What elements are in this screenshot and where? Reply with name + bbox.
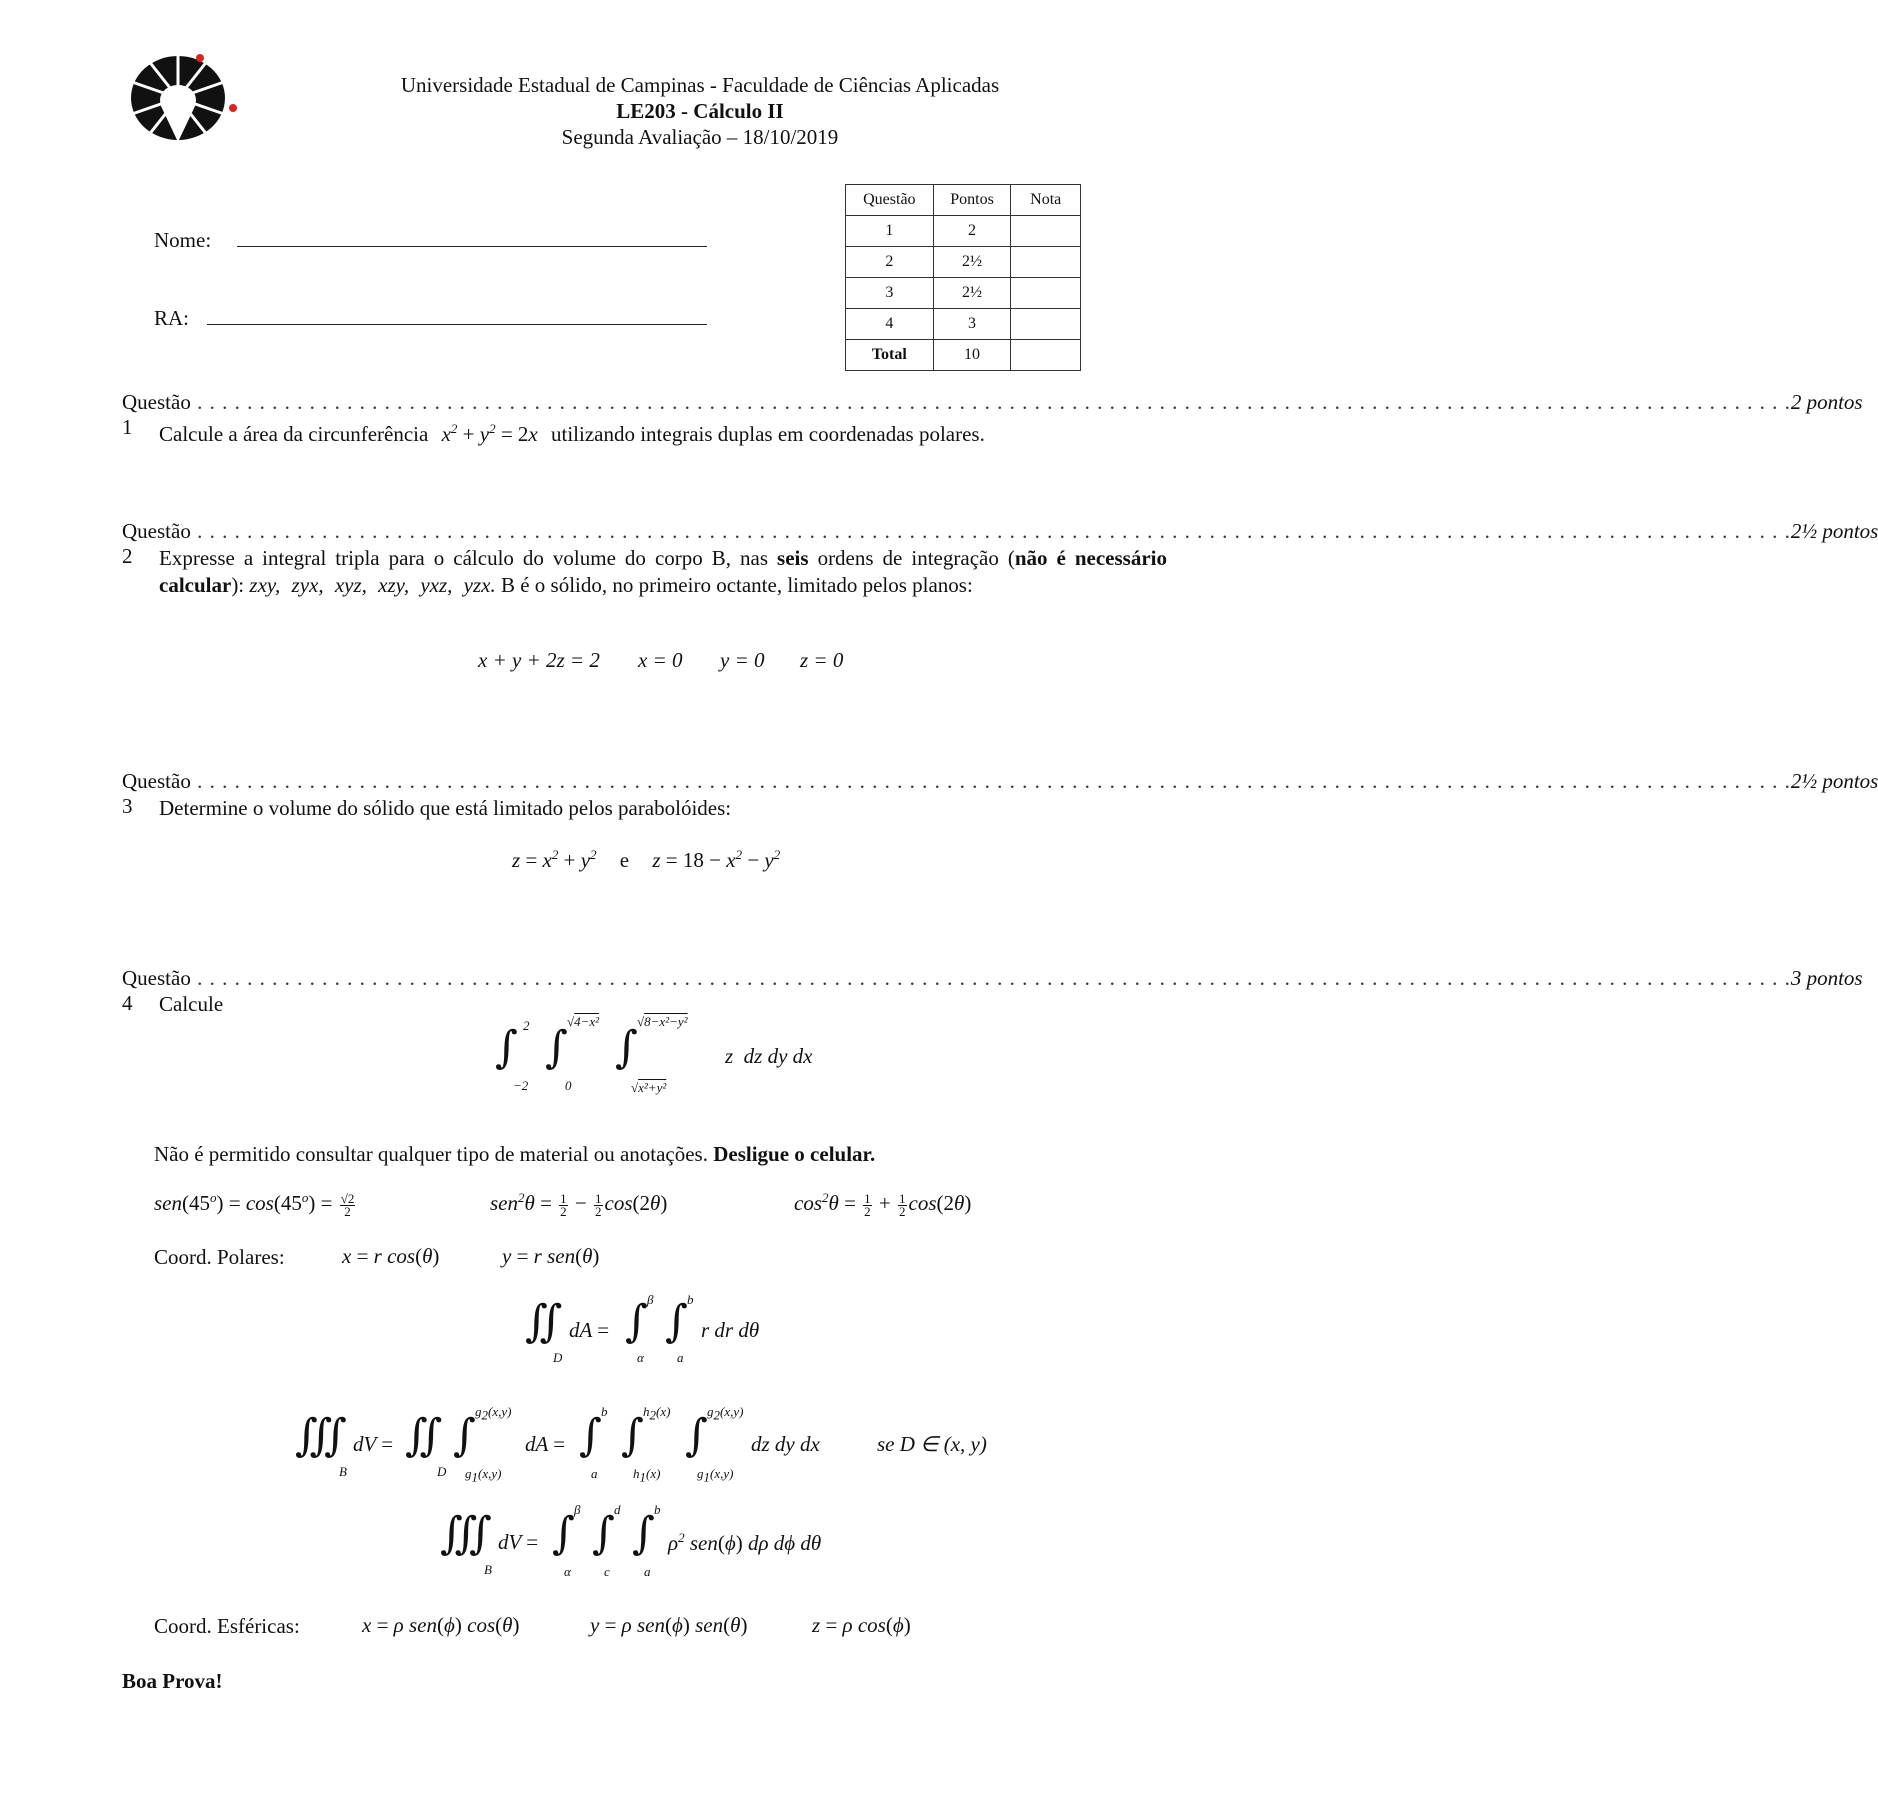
table-cell: 4 (846, 309, 934, 340)
polar-y: y = r sen(θ) (502, 1244, 600, 1268)
dot-leader: . . . . . . . . . . . . . . . . . . . . . . . . . . . . . . . . . . . . . . . . . . . . . . . . . . . . . . . . . . . . . . . . . . . . . . . . . . . . . . . . . . . . . . . . . . . . . . . . . . . . . . . . . . . . . . . . . . . . . . . . . . . . . . . . (190, 519, 1791, 543)
dot-leader: . . . . . . . . . . . . . . . . . . . . . . . . . . . . . . . . . . . . . . . . . . . . . . . . . . . . . . . . . . . . . . . . . . . . . . . . . . . . . . . . . . . . . . . . . . . . . . . . . . . . . . . . . . . . . . . . . . . . . . . . . . . . . . . . (190, 769, 1791, 793)
q1-text-a: Calcule a área da circunferência (159, 422, 429, 446)
exam-rules (154, 1141, 875, 1168)
q2-text-b: ordens de integração ( (817, 546, 1015, 570)
table-cell: 2½ (933, 278, 1011, 309)
q1-text-b: utilizando integrais duplas em coordenadas polares. (550, 422, 985, 446)
q2-plane-3: y = 0 (720, 648, 765, 672)
question-points: 2 pontos (1790, 390, 1863, 414)
question-label: Questão 3 (122, 769, 191, 818)
domain-condition: se D ∈ (x, y) (877, 1432, 987, 1456)
table-cell: 2 (846, 247, 934, 278)
q2-bold-a: seis (777, 546, 809, 570)
polar-label: Coord. Polares: (154, 1245, 285, 1269)
name-label: Nome: (154, 228, 212, 252)
question-points: 2½ pontos (1790, 519, 1878, 543)
university-name: Universidade Estadual de Campinas - Faculdade de Ciências Aplicadas (400, 73, 1000, 97)
table-row (846, 247, 1081, 278)
ra-field[interactable] (207, 324, 707, 325)
question-1-text (159, 415, 1169, 448)
q2-plane-4: z = 0 (800, 648, 844, 672)
table-cell: 2½ (933, 247, 1011, 278)
table-cell: 2 (933, 216, 1011, 247)
q4-triple-integral: ∫ 2 −2 ∫ √4−x² 0 ∫ √8−x²−y² √x²+y² z dz dy dx (495, 1014, 813, 1095)
rules-text: Não é permitido consultar qualquer tipo de material ou anotações. (154, 1142, 708, 1166)
grade-cell[interactable] (1011, 278, 1081, 309)
spherical-label: Coord. Esféricas: (154, 1614, 300, 1638)
spherical-x: x = ρ sen(ϕ) cos(θ) (362, 1613, 520, 1637)
question-points: 3 pontos (1790, 966, 1863, 990)
q2-bold-b: não é necessário calcular (159, 546, 1168, 597)
q3-conj: e (619, 848, 630, 872)
grade-cell[interactable] (1011, 340, 1081, 371)
rules-bold: Desligue o celular. (713, 1142, 876, 1166)
table-row (846, 309, 1081, 340)
ra-label: RA: (154, 306, 190, 330)
dot-leader: . . . . . . . . . . . . . . . . . . . . . . . . . . . . . . . . . . . . . . . . . . . . . . . . . . . . . . . . . . . . . . . . . . . . . . . . . . . . . . . . . . . . . . . . . . . . . . . . . . . . . . . . . . . . . . . . . . . . . . . . . . . . . . . . (190, 390, 1791, 414)
q2-text-a: Expresse a integral tripla para o cálculo do volume do corpo B, nas (159, 546, 769, 570)
question-2-text (159, 545, 1167, 599)
table-header: Questão (846, 185, 934, 216)
q1-equation: $x^2 + y^2 = 2x$ (441, 421, 538, 446)
table-cell: 10 (933, 340, 1011, 371)
dot-leader: . . . . . . . . . . . . . . . . . . . . . . . . . . . . . . . . . . . . . . . . . . . . . . . . . . . . . . . . . . . . . . . . . . . . . . . . . . . . . . . . . . . . . . . . . . . . . . . . . . . . . . . . . . . . . . . . . . . . . . . . . . . . . . . . (190, 966, 1791, 990)
question-label: Questão 1 (122, 390, 191, 439)
q2-text-d: B é o sólido, no primeiro octante, limitado pelos planos: (500, 573, 973, 597)
grade-cell[interactable] (1011, 216, 1081, 247)
formula-sin-squared: sen$^2$θ = $\frac{1}{2}$ − $\frac{1}{2}$ cos(2θ) (490, 1190, 668, 1219)
table-cell: 1 (846, 216, 934, 247)
q2-plane-2: x = 0 (638, 648, 683, 672)
table-row (846, 278, 1081, 309)
exam-title: Segunda Avaliação – 18/10/2019 (561, 125, 839, 149)
q2-orders: zxy, zyx, xyz, xzy, yxz, yzx. (249, 573, 496, 597)
table-header: Pontos (933, 185, 1011, 216)
grade-cell[interactable] (1011, 247, 1081, 278)
table-header: Nota (1011, 185, 1081, 216)
table-header-row (846, 185, 1081, 216)
good-luck: Boa Prova! (122, 1669, 223, 1693)
q2-text-c: ): (231, 573, 245, 597)
formula-sin45: $sen(45^o) = \cos(45^o)$ = $\frac{√2}{2}$ (154, 1190, 355, 1219)
triple-integral-cartesian: ∭ B dV = ∬ D ∫ $g_2(x,y)$ $g_1(x,y)$ dA = ∫ b a ∫ $h_2(x)$ $h_1(x)$ ∫ $g_2(x,y)$ $g_1(x,y)$ dz dy dx se D ∈ (x, y) (295, 1404, 987, 1485)
q4-text: Calcule (159, 992, 224, 1016)
table-cell: Total (846, 340, 934, 371)
q2-plane-1: x + y + 2z = 2 (478, 648, 600, 672)
table-row (846, 340, 1081, 371)
spherical-y: y = ρ sen(ϕ) sen(θ) (590, 1613, 748, 1637)
course-title: LE203 - Cálculo II (616, 99, 784, 123)
question-label: Questão 2 (122, 519, 191, 568)
triple-integral-spherical: ∭ B dV = ∫ β α ∫ d c ∫ b a $\rho^2$ sen(ϕ) dρ dϕ dθ (440, 1502, 822, 1579)
formula-cos-squared: $\cos^2\theta$ = $\frac{1}{2}$ + $\frac{1}{2}$ cos(2θ) (794, 1190, 972, 1219)
polar-x: x = r cos(θ) (342, 1244, 440, 1268)
question-label: Questão 4 (122, 966, 191, 1015)
grade-cell[interactable] (1011, 309, 1081, 340)
spherical-z: z = ρ cos(ϕ) (812, 1613, 911, 1637)
table-row (846, 216, 1081, 247)
score-table (845, 184, 1081, 371)
question-points: 2½ pontos (1790, 769, 1878, 793)
table-cell: 3 (933, 309, 1011, 340)
q3-equations: $z = x^2 + y^2$ e $z = 18 - x^2 - y^2$ (512, 847, 781, 872)
table-cell: 3 (846, 278, 934, 309)
name-field[interactable] (237, 246, 707, 247)
double-integral-polar: ∬ D dA = ∫ β α ∫ b a r dr dθ (525, 1292, 760, 1365)
question-4-header (122, 966, 1863, 1016)
q3-text: Determine o volume do sólido que está limitado pelos parabolóides: (159, 796, 732, 820)
